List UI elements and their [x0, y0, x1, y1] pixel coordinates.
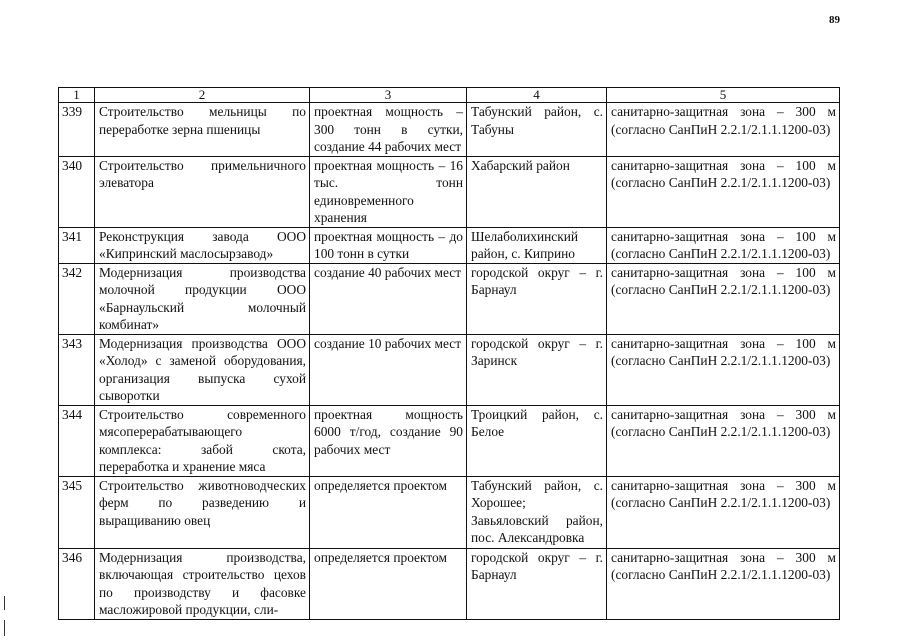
object-name: Модернизация производства, включающая строительство цехов по производству и фасовке масложировой продукции, сли-: [95, 548, 310, 619]
object-parameters: определяется проектом: [310, 476, 467, 548]
object-location: Хабарский район: [467, 156, 607, 227]
object-parameters: проектная мощность – 300 тонн в сутки, создание 44 рабочих мест: [310, 103, 467, 157]
table-row: [59, 263, 840, 334]
row-number: 343: [59, 334, 95, 405]
object-parameters: создание 10 рабочих мест: [310, 334, 467, 405]
sanitary-zone: санитарно-защитная зона – 300 м (согласно СанПиН 2.2.1/2.1.1.1200-03): [607, 405, 840, 476]
column-header: 4: [467, 88, 607, 103]
object-location: Табунский район, с. Хорошее; Завьяловский район, пос. Александровка: [467, 476, 607, 548]
object-name: Строительство примельничного элеватора: [95, 156, 310, 227]
sanitary-zone: санитарно-защитная зона – 100 м (согласно СанПиН 2.2.1/2.1.1.1200-03): [607, 227, 840, 263]
object-parameters: создание 40 рабочих мест: [310, 263, 467, 334]
object-location: Табунский район, с. Табуны: [467, 103, 607, 157]
objects-table: [58, 87, 840, 620]
table-row: [59, 548, 840, 619]
row-number: 344: [59, 405, 95, 476]
row-number: 346: [59, 548, 95, 619]
object-parameters: проектная мощность – 16 тыс. тонн единовременного хранения: [310, 156, 467, 227]
sanitary-zone: санитарно-защитная зона – 300 м (согласно СанПиН 2.2.1/2.1.1.1200-03): [607, 548, 840, 619]
object-name: Строительство мельницы по переработке зерна пшеницы: [95, 103, 310, 157]
object-name: Строительство животноводческих ферм по разведению и выращиванию овец: [95, 476, 310, 548]
object-parameters: проектная мощность 6000 т/год, создание 90 рабочих мест: [310, 405, 467, 476]
object-name: Модернизация производства ООО «Холод» с заменой оборудования, организация выпуска сухой сыворотки: [95, 334, 310, 405]
sanitary-zone: санитарно-защитная зона – 100 м (согласно СанПиН 2.2.1/2.1.1.1200-03): [607, 263, 840, 334]
table-row: [59, 405, 840, 476]
object-name: Реконструкция завода ООО «Кипринский маслосырзавод»: [95, 227, 310, 263]
row-number: 339: [59, 103, 95, 157]
sanitary-zone: санитарно-защитная зона – 300 м (согласно СанПиН 2.2.1/2.1.1.1200-03): [607, 103, 840, 157]
column-header: 3: [310, 88, 467, 103]
column-header: 1: [59, 88, 95, 103]
scan-artifact-mark: [4, 596, 5, 610]
table-row: [59, 103, 840, 157]
object-location: городской округ – г. Барнаул: [467, 263, 607, 334]
sanitary-zone: санитарно-защитная зона – 100 м (согласно СанПиН 2.2.1/2.1.1.1200-03): [607, 156, 840, 227]
column-header: 2: [95, 88, 310, 103]
table-row: [59, 476, 840, 548]
object-parameters: определяется проектом: [310, 548, 467, 619]
sanitary-zone: санитарно-защитная зона – 300 м (согласно СанПиН 2.2.1/2.1.1.1200-03): [607, 476, 840, 548]
row-number: 340: [59, 156, 95, 227]
object-parameters: проектная мощность – до 100 тонн в сутки: [310, 227, 467, 263]
row-number: 342: [59, 263, 95, 334]
table-row: [59, 334, 840, 405]
page-number: 89: [829, 14, 840, 26]
table-row: [59, 156, 840, 227]
row-number: 345: [59, 476, 95, 548]
object-location: Троицкий район, с. Белое: [467, 405, 607, 476]
table-header-row: [59, 88, 840, 103]
row-number: 341: [59, 227, 95, 263]
sanitary-zone: санитарно-защитная зона – 100 м (согласно СанПиН 2.2.1/2.1.1.1200-03): [607, 334, 840, 405]
object-location: Шелаболихинский район, с. Киприно: [467, 227, 607, 263]
object-name: Строительство современного мясоперерабатывающего комплекса: забой скота, переработка и хранение мяса: [95, 405, 310, 476]
scan-artifact-mark: [4, 620, 5, 636]
object-name: Модернизация производства молочной продукции ООО «Барнаульский молочный комбинат»: [95, 263, 310, 334]
object-location: городской округ – г. Барнаул: [467, 548, 607, 619]
table-row: [59, 227, 840, 263]
column-header: 5: [607, 88, 840, 103]
object-location: городской округ – г. Заринск: [467, 334, 607, 405]
